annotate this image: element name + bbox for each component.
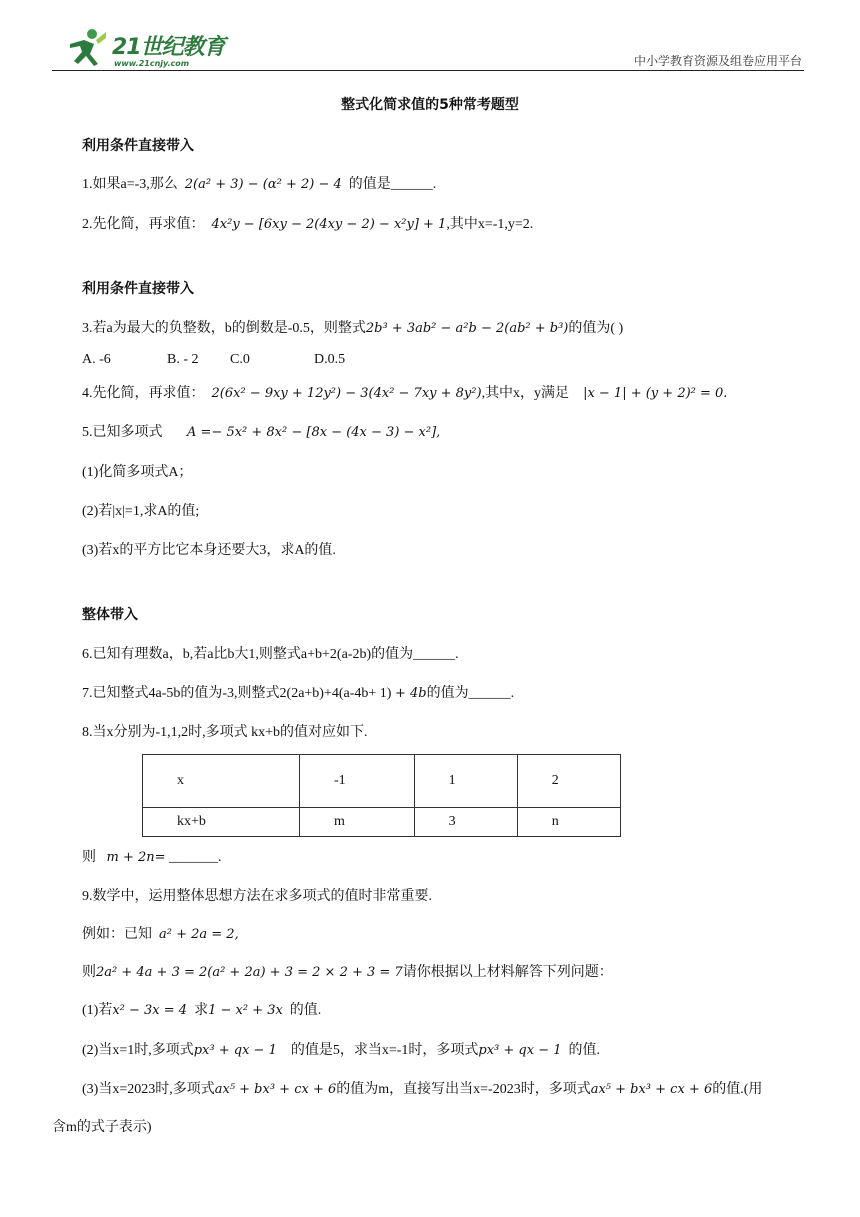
question-4 [82, 382, 727, 402]
q3-option-c: C.0 [230, 352, 250, 367]
q1-suffix: 的值是______. [348, 177, 437, 192]
question-5 [82, 421, 440, 441]
q9-s2-expression: px³ + qx − 1 [193, 1043, 277, 1058]
runner-logo-icon [62, 26, 108, 70]
q7-prefix: 7.已知整式4a-5b的值为-3,则整式2(2a+b)+4(a-4b+ 1) [82, 686, 392, 701]
q9-s2-middle: 的值是5，求当x=-1时，多项式 [290, 1043, 479, 1058]
q9-s1-middle: 求 [194, 1003, 209, 1018]
q3-option-a: A. -6 [82, 352, 111, 367]
q4-expression: 2(6x² − 9xy + 12y²) − 3(4x² − 7xy + 8y²) [211, 386, 482, 401]
q9-s3-expression-2: ax⁵ + bx³ + cx + 6 [590, 1082, 713, 1097]
q4-middle: ,其中x，y满足 [481, 386, 570, 401]
q9-s2-prefix: (2)当x=1时,多项式 [82, 1043, 194, 1058]
q9-sub-3-wrap: 含m的式子表示) [52, 1120, 152, 1135]
platform-name: 中小学教育资源及组卷应用平台 [633, 54, 802, 68]
q9-s1-expression-2: 1 − x² + 3x [208, 1003, 283, 1018]
q5-expression: A =− 5x² + 8x² − [8x − (4x − 3) − x²], [187, 425, 441, 440]
table-cell: 1 [414, 755, 517, 808]
q5-sub-2: (2)若|x|=1,求A的值; [82, 504, 200, 519]
page-title: 整式化简求值的5种常考题型 [341, 97, 519, 113]
q9-then-expression: 2a² + 4a + 3 = 2(a² + 2a) + 3 = 2 × 2 + 3 = 7 [96, 965, 403, 980]
q9-s3-middle: 的值为m，直接写出当x=-2023时，多项式 [336, 1082, 591, 1097]
q9-s2-suffix: 的值. [568, 1043, 601, 1058]
q2-prefix: 2.先化简，再求值： [82, 217, 205, 232]
logo-text: 21世纪教育 [112, 35, 225, 60]
q9-then-suffix: 请你根据以上材料解答下列问题： [402, 965, 613, 980]
q9-example-prefix: 例如：已知 [82, 927, 152, 942]
q5-prefix: 5.已知多项式 [82, 425, 163, 440]
q3-expression: 2b³ + 3ab² − a²b − 2(ab² + b³) [365, 321, 569, 336]
logo-url: www.21cnjy.com [114, 59, 190, 68]
q8-after-expression: m + 2n= [106, 850, 166, 865]
section-heading-3: 整体带入 [82, 607, 138, 623]
table-row [143, 755, 621, 808]
q4-condition: |x − 1| + (y + 2)² = 0. [583, 386, 728, 401]
q1-expression: 2(a² + 3) − (α² + 2) − 4 [184, 177, 342, 192]
q5-sub-3: (3)若x的平方比它本身还要大3，求A的值. [82, 543, 336, 558]
question-8: 8.当x分别为-1,1,2时,多项式 kx+b的值对应如下. [82, 725, 368, 740]
table-cell: 2 [517, 755, 620, 808]
q9-sub-1 [82, 999, 321, 1019]
question-6: 6.已知有理数a，b,若a比b大1,则整式a+b+2(a-2b)的值为______. [82, 647, 459, 662]
q7-suffix: 的值为______. [426, 686, 515, 701]
q9-example [82, 923, 239, 943]
q3-suffix: 的值为( ) [568, 321, 624, 336]
question-3 [82, 317, 623, 337]
question-2 [82, 213, 533, 233]
q9-s1-prefix: (1)若 [82, 1003, 113, 1018]
q8-after-prefix: 则 [82, 850, 96, 865]
q3-option-d: D.0.5 [314, 352, 346, 367]
q9-s2-expression-2: px³ + qx − 1 [478, 1043, 562, 1058]
q9-s3-suffix: 的值.(用 [712, 1082, 763, 1097]
q3-prefix: 3.若a为最大的负整数，b的倒数是-0.5，则整式 [82, 321, 366, 336]
table-cell: kx+b [143, 808, 300, 837]
section-heading-1: 利用条件直接带入 [82, 138, 194, 154]
q9-sub-2 [82, 1039, 600, 1059]
q9-s1-expression: x² − 3x = 4 [112, 1003, 188, 1018]
q8-after-suffix: _______. [169, 850, 222, 865]
q9-then-prefix: 则 [82, 965, 96, 980]
table-cell: x [143, 755, 300, 808]
q9-example-expression: a² + 2a = 2, [159, 927, 239, 942]
q9-sub-3 [82, 1078, 762, 1098]
table-cell: 3 [414, 808, 517, 837]
value-table [142, 754, 621, 837]
question-9: 9.数学中，运用整体思想方法在求多项式的值时非常重要. [82, 889, 432, 904]
q3-option-b: B. - 2 [167, 352, 199, 367]
header-divider [52, 70, 804, 71]
q2-suffix: ,其中x=-1,y=2. [446, 217, 534, 232]
q9-s3-prefix: (3)当x=2023时,多项式 [82, 1082, 215, 1097]
table-cell: -1 [299, 755, 414, 808]
table-row [143, 808, 621, 837]
q7-expression: + 4b [394, 686, 427, 701]
q8-answer-line [82, 846, 222, 866]
q9-s1-suffix: 的值. [289, 1003, 322, 1018]
section-heading-2: 利用条件直接带入 [82, 281, 194, 297]
question-7 [82, 682, 514, 702]
q1-prefix: 1.如果a=-3,那么 [82, 177, 178, 192]
question-1 [82, 173, 436, 193]
q5-sub-1: (1)化简多项式A； [82, 465, 193, 480]
q2-expression: 4x²y − [6xy − 2(4xy − 2) − x²y] + 1 [211, 217, 447, 232]
table-cell: m [299, 808, 414, 837]
q9-then [82, 961, 613, 981]
q4-prefix: 4.先化简，再求值： [82, 386, 205, 401]
logo [62, 26, 232, 72]
q9-s3-expression: ax⁵ + bx³ + cx + 6 [214, 1082, 337, 1097]
table-cell: n [517, 808, 620, 837]
